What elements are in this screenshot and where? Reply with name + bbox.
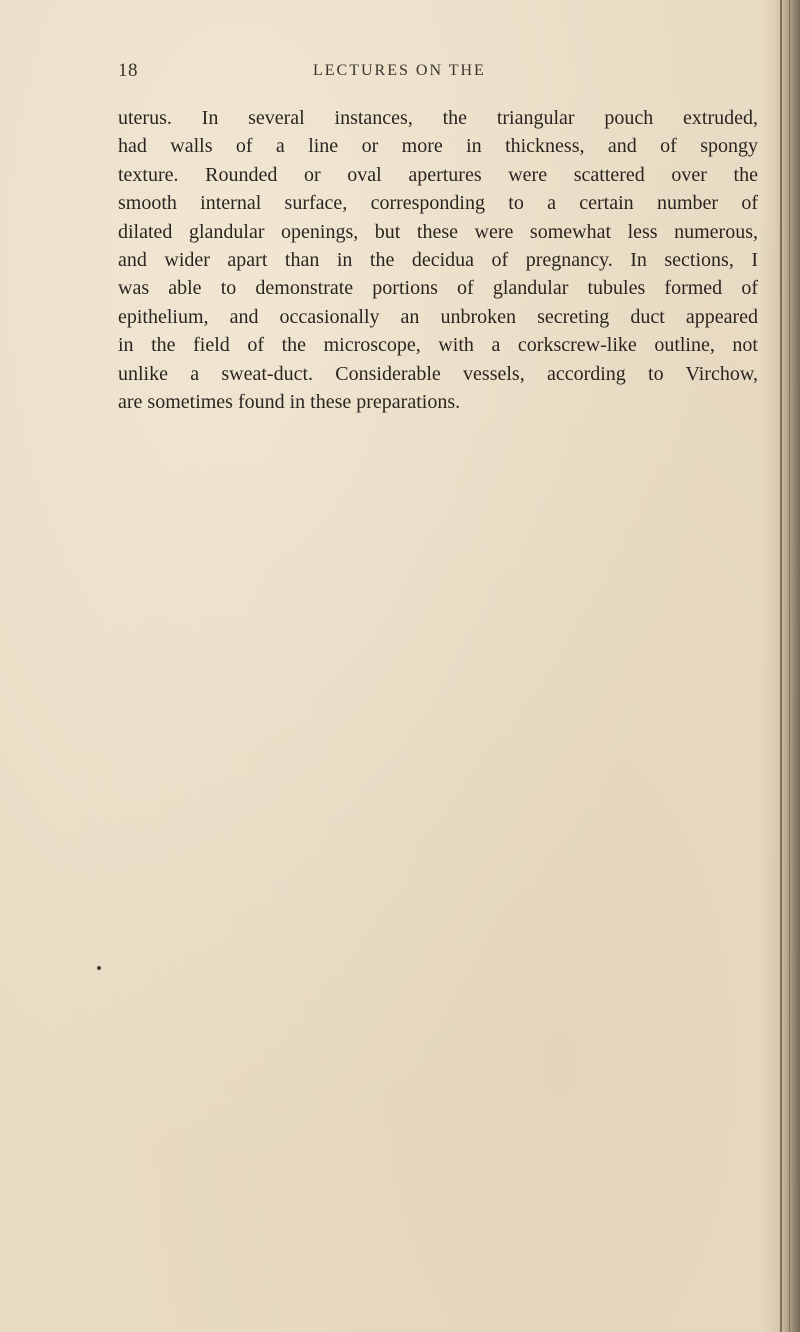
text-line: and wider apart than in the decidua of pregnancy. In sections, I bbox=[118, 249, 758, 272]
binding-edge-line bbox=[789, 0, 790, 1332]
text-line: are sometimes found in these preparations. bbox=[118, 391, 461, 414]
body-paragraph bbox=[118, 104, 758, 416]
text-line: unlike a sweat-duct. Considerable vessels, according to Virchow, bbox=[118, 362, 758, 385]
text-line: epithelium, and occasionally an unbroken secreting duct appeared bbox=[118, 305, 758, 328]
text-line: texture. Rounded or oval apertures were scattered over the bbox=[118, 163, 758, 186]
binding-edge-line bbox=[780, 0, 782, 1332]
text-line: smooth internal surface, corresponding to a certain number of bbox=[118, 192, 758, 215]
text-line: uterus. In several instances, the triangular pouch extruded, bbox=[118, 107, 758, 129]
running-title: LECTURES ON THE bbox=[313, 62, 486, 79]
text-line: dilated glandular openings, but these were somewhat less numerous, bbox=[118, 220, 758, 243]
text-line: had walls of a line or more in thickness, and of spongy bbox=[118, 135, 758, 158]
text-line: in the field of the microscope, with a corkscrew-like outline, not bbox=[118, 334, 758, 357]
paper-speck bbox=[97, 966, 101, 970]
running-head bbox=[118, 60, 758, 84]
page-number: 18 bbox=[118, 60, 138, 81]
text-line: was able to demonstrate portions of glandular tubules formed of bbox=[118, 277, 758, 300]
